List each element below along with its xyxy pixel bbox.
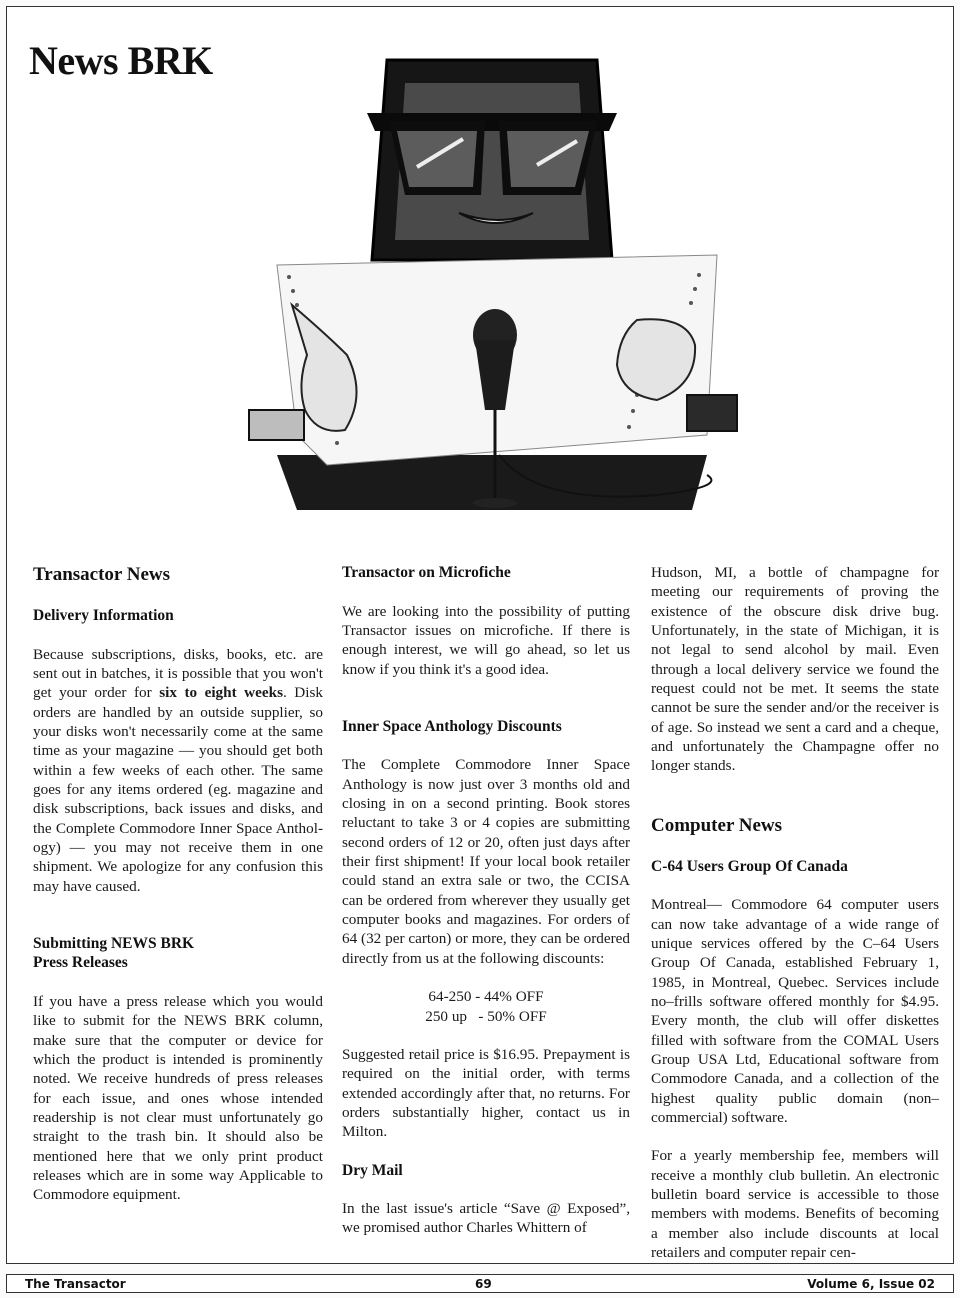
delivery-time-emphasis: six to eight weeks	[159, 684, 283, 702]
dry-mail-body: In the last issue's article “Save @ Exposed”, we promised author Charles Whittern of	[342, 1200, 630, 1237]
column-left	[33, 563, 323, 1205]
subheading-dry-mail: Dry Mail	[342, 1161, 403, 1179]
discount-table	[342, 987, 630, 1026]
delivery-information-body: Because subscriptions, disks, books, etc. are sent out in batches, it is possible that you won't get your order for six to eight weeks. Disk orders are handled by an outside supplier, so your disks won't necessarily come at the same time as your magazine — you should get both within a few weeks of each other. The same goes for any items ordered (eg. magazine and disk subscriptions, back issues and disks, and the Complete Commodore Inner Space Anthology) — you may not receive them in one shipment. We apologize for any confusion this may have caused.	[33, 645, 323, 895]
subheading-microfiche: Transactor on Microfiche	[342, 564, 511, 581]
discount-row: 250 up - 50% OFF	[425, 1007, 547, 1025]
page-number: 69	[475, 1277, 492, 1291]
subheading-anthology-discounts: Inner Space Anthology Discounts	[342, 717, 562, 735]
publication-name: The Transactor	[25, 1277, 126, 1291]
subheading-c64-users-group: C-64 Users Group Of Canada	[651, 857, 848, 875]
press-releases-body: If you have a press release which you would like to submit for the NEWS BRK column, make sure that the computer or device for which the product is intended is prominently noted. We receive hundreds of press releases for each issue, and ones whose intended readership is not clear must unfortunately go straight to the trash bin. It should also be mentioned here that we only print product releases which are in some way Applicable to Commodore equipment.	[33, 992, 323, 1204]
issue-label: Volume 6, Issue 02	[807, 1277, 935, 1291]
page-title: News BRK	[29, 38, 213, 83]
page-frame	[6, 6, 954, 1264]
c64-users-group-body: Montreal— Commodore 64 computer users can now take advantage of a wide range of unique services offered by the C–64 Users Group Of Canada, established February 1, 1985, in Montreal, Quebec. Services include no–frills software offered monthly for $4.95. Every month, the club will offer diskettes filled with software from the COMAL Users Group USA Ltd, Educational software from Commodore Canada, and a collection of the highest quality public domain (non–commercial) software.	[651, 896, 939, 1127]
c64-membership-body: For a yearly membership fee, members will receive a monthly club bulletin. An electronic bulletin board service is accessible to those members with modems. Benefits of becoming a member also include discounts at local retailers and computer repair cen-	[651, 1147, 939, 1262]
anthology-body: The Complete Commodore Inner Space Anthology is now just over 3 months old and closing in on a second printing. Book stores reluctant to take 3 or 4 copies are submitting second orders of 12 or 20, often just days after their first shipment! If your local book retailer could stand an extra sale or two, the CCISA can be ordered from wherever they usually get computer books and magazines. For orders of 64 (32 per carton) or more, they can be ordered directly from us at the following discounts:	[342, 756, 630, 967]
computer-mascot-illustration	[237, 55, 747, 517]
anthology-pricing-body: Suggested retail price is $16.95. Prepayment is required on the initial order, with terms extended accordingly after that, no returns. For orders substantially higher, contact us in Milton.	[342, 1045, 630, 1141]
column-middle	[342, 563, 630, 1238]
subheading-delivery-information: Delivery Information	[33, 607, 174, 624]
section-heading-transactor-news: Transactor News	[33, 564, 171, 585]
subheading-submitting-press-releases: Submitting NEWS BRK Press Releases	[33, 934, 195, 972]
section-heading-computer-news: Computer News	[651, 814, 783, 836]
dry-mail-body-continued: Hudson, MI, a bottle of champagne for meeting our requirements of proving the existence of the obscure disk drive bug. Unfortunately, in the state of Michigan, it is not legal to send alcohol by mail. Even through a local delivery service we found the request could not be met. It seems the state cannot be sure the sender and/or the receiver is of age. So instead we sent a card and a cheque, and unfortunately the Champagne offer no longer stands.	[651, 564, 939, 775]
discount-row: 64-250 - 44% OFF	[428, 988, 544, 1006]
column-right	[651, 563, 939, 1262]
page-footer	[6, 1274, 954, 1293]
microfiche-body: We are looking into the possibility of putting Transactor issues on microfiche. If there is enough interest, we will go ahead, so let us know if you think it's a good idea.	[342, 602, 630, 678]
